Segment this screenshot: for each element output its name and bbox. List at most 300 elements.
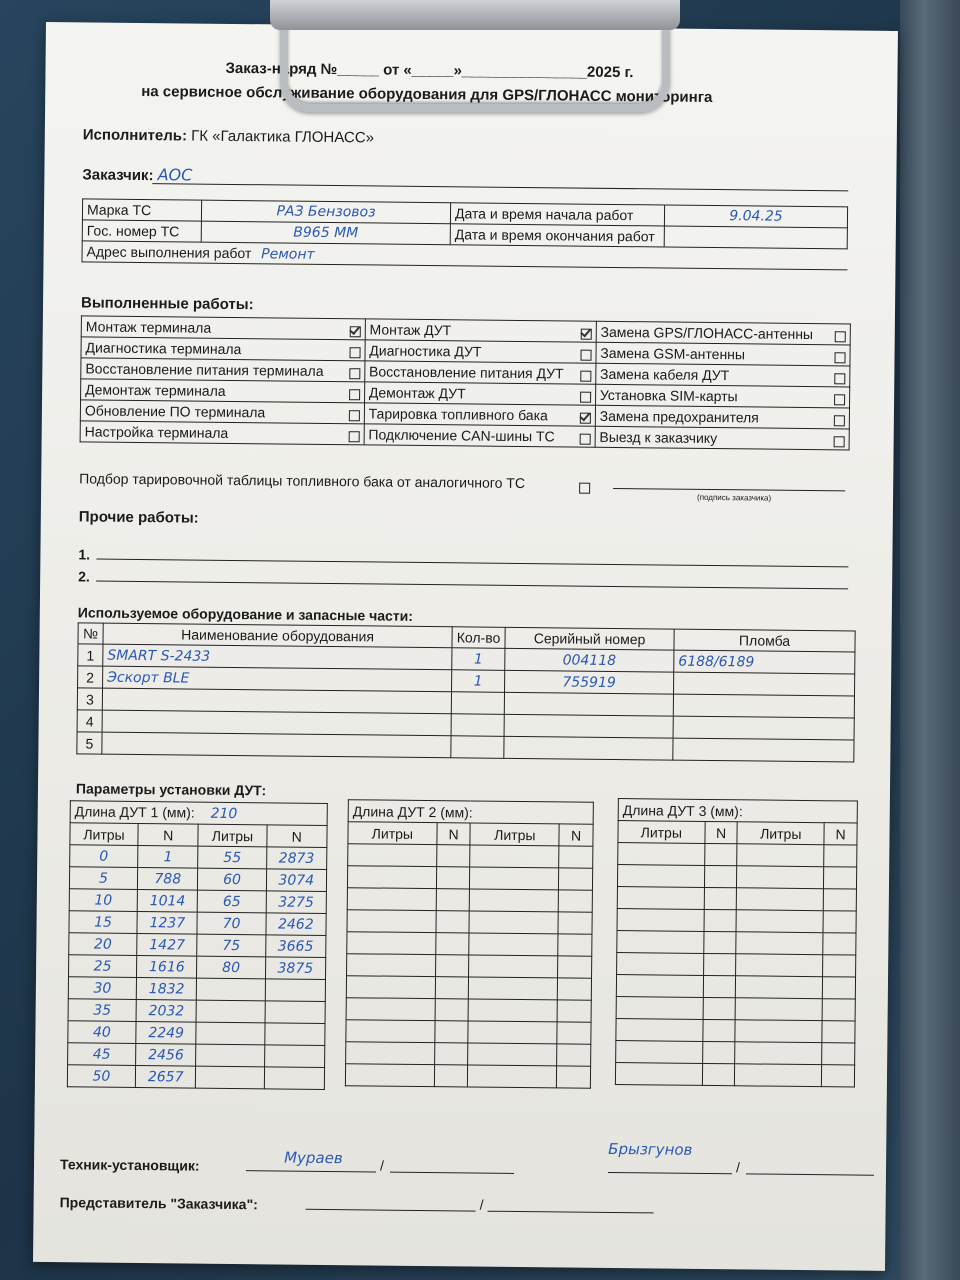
work-item xyxy=(364,361,595,384)
dut2-row xyxy=(345,1064,590,1089)
dut2-cell xyxy=(558,890,592,912)
dut1-liters-1: 0 xyxy=(70,845,138,868)
work-item xyxy=(365,319,596,342)
dut1-row xyxy=(69,933,326,958)
dut3-row xyxy=(617,909,856,934)
dut3-cell xyxy=(617,909,704,932)
work-item-checkbox[interactable] xyxy=(580,329,591,340)
dut1-liters-1: 15 xyxy=(69,911,137,934)
dut2-length-cell xyxy=(348,800,593,825)
technician-signature-2: Брызгунов xyxy=(608,1139,693,1159)
dut3-cell xyxy=(736,998,823,1021)
dut3-length-label: Длина ДУТ 3 (мм): xyxy=(622,801,743,819)
dut1-row xyxy=(70,845,327,870)
dut2-header-liters-1: Литры xyxy=(348,822,437,845)
dut3-row xyxy=(618,843,857,868)
work-item-checkbox[interactable] xyxy=(349,347,360,358)
dut1-n-1: 788 xyxy=(137,868,198,891)
dut2-table-body xyxy=(345,800,593,1089)
dut3-cell xyxy=(823,933,856,955)
dut2-header-liters-2: Литры xyxy=(470,823,559,846)
customer-underline xyxy=(152,183,848,191)
dut2-row xyxy=(347,954,592,979)
start-label: Дата и время начала работ xyxy=(450,203,664,226)
work-item-label: Замена кабеля ДУТ xyxy=(600,365,730,384)
address-value: Ремонт xyxy=(261,245,315,263)
dut2-cell xyxy=(558,934,592,956)
dut3-header-row xyxy=(618,821,857,846)
work-item-label: Установка SIM-карты xyxy=(599,386,738,405)
dut3-cell xyxy=(821,1065,854,1087)
technician-name-line-1 xyxy=(390,1172,514,1174)
dut2-row xyxy=(346,1020,591,1045)
dut1-header-n-1: N xyxy=(138,824,199,847)
dut1-row xyxy=(69,955,326,980)
dut2-row xyxy=(347,888,592,913)
dut1-n-2 xyxy=(265,979,326,1002)
equipment-header-seal: Пломба xyxy=(674,629,855,652)
technician-label: Техник-установщик: xyxy=(59,1156,200,1174)
equipment-seal xyxy=(673,694,854,718)
dut3-cell xyxy=(736,932,823,955)
start-value: 9.04.25 xyxy=(664,205,847,228)
customer-row xyxy=(82,164,192,184)
dut3-cell xyxy=(617,887,704,910)
dut2-cell xyxy=(435,955,469,977)
dut3-cell xyxy=(822,999,855,1021)
dut3-cell xyxy=(616,975,703,998)
equipment-serial: 755919 xyxy=(505,670,674,694)
work-item-checkbox[interactable] xyxy=(348,431,359,442)
dut2-cell xyxy=(470,845,559,868)
representative-sign-line xyxy=(306,1209,476,1212)
works-table xyxy=(80,315,851,450)
dut2-cell xyxy=(468,1043,557,1066)
work-item-checkbox[interactable] xyxy=(580,350,591,361)
equipment-number: 3 xyxy=(77,688,102,710)
dut2-cell xyxy=(468,1065,557,1088)
other-item-1-number: 1. xyxy=(78,546,91,563)
dut3-cell xyxy=(617,865,704,888)
dut3-cell xyxy=(822,1021,855,1043)
plate-label: Гос. номер ТС xyxy=(82,220,201,242)
dut1-liters-2 xyxy=(197,978,265,1001)
dut1-n-2: 3875 xyxy=(265,957,326,980)
dut2-row xyxy=(346,998,591,1023)
dut1-n-1: 1427 xyxy=(137,934,198,957)
dut3-length-cell xyxy=(618,799,857,824)
dut3-cell xyxy=(617,953,704,976)
work-item-checkbox[interactable] xyxy=(349,410,360,421)
dut3-table-body xyxy=(615,799,857,1087)
work-item-label: Демонтаж ДУТ xyxy=(368,384,466,402)
end-label: Дата и время окончания работ xyxy=(450,224,664,247)
dut2-cell xyxy=(436,867,470,889)
dut3-cell xyxy=(616,997,703,1020)
other-item-2-line xyxy=(96,581,848,590)
dut2-cell xyxy=(347,910,436,933)
dut2-cell xyxy=(347,888,436,911)
dut3-cell xyxy=(703,997,736,1019)
work-item xyxy=(364,424,595,447)
work-item-label: Диагностика ДУТ xyxy=(369,342,482,360)
dut3-cell xyxy=(737,888,824,911)
dut1-header-liters-1: Литры xyxy=(70,823,138,846)
dut1-n-1: 2657 xyxy=(135,1065,196,1088)
dut1-n-1: 2249 xyxy=(136,1021,197,1044)
other-item-2-number: 2. xyxy=(78,568,90,585)
work-item-checkbox[interactable] xyxy=(834,373,845,384)
representative-slash: / xyxy=(479,1196,484,1213)
other-item-1-line xyxy=(96,559,848,568)
dut3-cell xyxy=(618,843,705,866)
dut1-n-2 xyxy=(264,1045,325,1068)
work-item xyxy=(81,316,365,340)
technician-signature-1: Мураев xyxy=(284,1148,343,1168)
dut2-cell xyxy=(469,999,558,1022)
dut3-cell xyxy=(703,953,736,975)
dut1-liters-2 xyxy=(196,1044,264,1067)
technician-slash-1: / xyxy=(379,1157,385,1174)
dut1-row xyxy=(68,999,325,1024)
vehicle-table xyxy=(81,198,848,270)
signature-caption: (подпись заказчика) xyxy=(697,492,772,503)
dut2-cell xyxy=(557,1044,591,1066)
work-item-label: Замена GPS/ГЛОНАСС-антенны xyxy=(600,323,814,343)
dut1-length-label: Длина ДУТ 1 (мм): xyxy=(74,803,195,821)
dut2-cell xyxy=(347,866,436,889)
equipment-header-serial: Серийный номер xyxy=(505,627,674,650)
dut2-cell xyxy=(557,1066,591,1088)
dut3-cell xyxy=(735,1020,822,1043)
dut3-cell xyxy=(735,1042,822,1065)
dut1-n-2 xyxy=(264,1023,325,1046)
dut1-n-1: 2456 xyxy=(136,1043,197,1066)
dut1-liters-2 xyxy=(197,1000,265,1023)
equipment-table xyxy=(76,622,855,762)
dut2-cell xyxy=(557,1000,591,1022)
work-item-checkbox[interactable] xyxy=(579,434,590,445)
dut2-cell xyxy=(436,889,470,911)
work-item-checkbox[interactable] xyxy=(834,436,845,447)
work-item-label: Монтаж терминала xyxy=(85,318,212,336)
dut2-cell xyxy=(435,1021,469,1043)
dut3-cell xyxy=(823,955,856,977)
work-item xyxy=(596,321,850,345)
end-value xyxy=(664,226,847,249)
dut1-liters-1: 10 xyxy=(69,889,137,912)
dut3-cell xyxy=(616,1041,703,1064)
dut3-cell xyxy=(737,844,824,867)
work-item-checkbox[interactable] xyxy=(834,415,845,426)
equipment-qty: 1 xyxy=(452,670,505,693)
work-order-sheet xyxy=(33,22,898,1271)
work-item-label: Выезд к заказчику xyxy=(599,428,718,447)
dut3-header-liters-1: Литры xyxy=(618,821,705,844)
equipment-qty xyxy=(451,692,504,715)
dut1-row xyxy=(69,911,326,936)
dut2-cell xyxy=(469,911,558,934)
works-title: Выполненные работы: xyxy=(80,294,254,314)
dut1-liters-1: 30 xyxy=(68,977,136,1000)
work-item-checkbox[interactable] xyxy=(834,352,845,363)
dut3-cell xyxy=(702,1063,735,1085)
work-item-checkbox[interactable] xyxy=(580,371,591,382)
dut2-cell xyxy=(468,1021,557,1044)
dut2-cell xyxy=(346,998,435,1021)
dut3-row xyxy=(616,975,855,1000)
dut1-liters-2 xyxy=(196,1066,264,1089)
equipment-header-qty: Кол-во xyxy=(452,627,505,649)
dut3-cell xyxy=(615,1063,702,1086)
work-item-checkbox[interactable] xyxy=(580,413,591,424)
dut3-row xyxy=(616,1041,855,1066)
dut2-cell xyxy=(557,1022,591,1044)
work-item-checkbox[interactable] xyxy=(835,331,846,342)
dut2-cell xyxy=(347,954,436,977)
work-item xyxy=(364,382,595,405)
dut1-block xyxy=(67,800,328,1090)
dut-params-title: Параметры установки ДУТ: xyxy=(75,780,267,799)
dut3-cell xyxy=(704,843,737,865)
equipment-title: Используемое оборудование и запасные части: xyxy=(77,604,414,624)
work-item-label: Диагностика терминала xyxy=(85,339,242,358)
work-item-checkbox[interactable] xyxy=(834,394,845,405)
dut1-n-1: 1616 xyxy=(137,956,198,979)
dut2-table xyxy=(345,799,594,1089)
dut2-cell xyxy=(348,844,437,867)
dut3-cell xyxy=(736,976,823,999)
clipboard-clip-base xyxy=(270,0,680,30)
dut1-n-1: 1014 xyxy=(137,890,198,913)
dut3-header-n-2: N xyxy=(824,823,857,845)
dut2-cell xyxy=(436,911,470,933)
equipment-seal xyxy=(673,672,854,696)
dut3-cell xyxy=(702,1041,735,1063)
dut3-cell xyxy=(736,954,823,977)
calibration-note: Подбор тарировочной таблицы топливного бака от аналогичного ТС xyxy=(79,470,526,492)
work-item xyxy=(80,421,364,445)
dut1-n-2 xyxy=(265,1001,326,1024)
representative-label: Представитель "Заказчика": xyxy=(59,1194,258,1213)
work-item-label: Замена предохранителя xyxy=(599,407,759,426)
address-label: Адрес выполнения работ xyxy=(86,242,252,261)
dut2-row xyxy=(346,976,591,1001)
work-item xyxy=(596,363,850,387)
dut1-liters-2: 55 xyxy=(198,846,266,869)
dut3-row xyxy=(617,931,856,956)
calibration-checkbox[interactable] xyxy=(579,483,590,494)
dut1-liters-2 xyxy=(196,1022,264,1045)
brand-value: РАЗ Бензовоз xyxy=(201,200,450,224)
equipment-header-name: Наименование оборудования xyxy=(103,623,452,648)
work-item-label: Демонтаж терминала xyxy=(85,381,226,399)
dut2-header-n-1: N xyxy=(437,823,471,845)
dut3-cell xyxy=(704,865,737,887)
equipment-name xyxy=(102,732,451,758)
dut3-header-liters-2: Литры xyxy=(737,822,824,845)
dut3-cell xyxy=(822,977,855,999)
dut3-cell xyxy=(703,931,736,953)
dut1-liters-1: 20 xyxy=(69,933,137,956)
dut1-n-1: 1 xyxy=(138,846,199,869)
equipment-qty xyxy=(451,736,504,759)
dut1-liters-2: 75 xyxy=(197,934,265,957)
brand-label: Марка ТС xyxy=(82,199,201,221)
dut2-cell xyxy=(346,976,435,999)
dut1-liters-1: 50 xyxy=(67,1065,135,1088)
dut3-table xyxy=(615,798,858,1087)
work-item-label: Настройка терминала xyxy=(84,423,229,441)
dut1-n-2: 3074 xyxy=(266,869,327,892)
equipment-qty: 1 xyxy=(452,648,505,671)
dut3-cell xyxy=(703,975,736,997)
dut1-table-body xyxy=(67,801,327,1090)
other-works-title: Прочие работы: xyxy=(78,508,199,527)
dut3-row xyxy=(616,997,855,1022)
work-item-label: Тарировка топливного бака xyxy=(368,405,548,424)
dut1-header-n-2: N xyxy=(266,825,327,848)
equipment-number: 4 xyxy=(77,710,102,732)
dut3-row xyxy=(617,953,856,978)
executor-label: Исполнитель: xyxy=(82,126,188,145)
equipment-number: 2 xyxy=(78,666,103,688)
table-surface xyxy=(900,0,960,1280)
dut3-cell xyxy=(704,909,737,931)
dut1-length-cell xyxy=(70,801,327,826)
dut1-row xyxy=(69,867,326,892)
dut2-cell xyxy=(434,1043,468,1065)
order-title: Заказ-наряд №_____ от «_____»_______________2025 г. xyxy=(225,59,634,82)
dut3-cell xyxy=(737,866,824,889)
dut2-cell xyxy=(469,933,558,956)
dut2-row xyxy=(347,866,592,891)
equipment-number: 5 xyxy=(77,732,102,754)
work-item-checkbox[interactable] xyxy=(349,389,360,400)
dut3-cell xyxy=(824,845,857,867)
dut1-row xyxy=(69,889,326,914)
dut2-cell xyxy=(434,1065,468,1087)
work-item-checkbox[interactable] xyxy=(349,326,360,337)
dut2-header-n-2: N xyxy=(559,824,593,846)
dut2-header-row xyxy=(348,822,593,847)
equipment-serial xyxy=(504,736,673,760)
dut1-table xyxy=(67,800,328,1090)
dut3-row xyxy=(615,1063,854,1088)
technician-slash-2: / xyxy=(735,1159,741,1176)
dut1-liters-2: 70 xyxy=(197,912,265,935)
work-item xyxy=(81,337,365,361)
dut2-cell xyxy=(347,932,436,955)
dut3-row xyxy=(617,865,856,890)
executor-value: ГК «Галактика ГЛОНАСС» xyxy=(191,127,375,147)
executor-row xyxy=(83,126,374,146)
equipment-seal xyxy=(673,738,854,762)
work-item xyxy=(365,340,596,363)
work-item-label: Подключение CAN-шины ТС xyxy=(368,426,555,445)
dut2-cell xyxy=(435,933,469,955)
dut1-header-liters-2: Литры xyxy=(198,824,266,847)
dut2-length-label: Длина ДУТ 2 (мм): xyxy=(352,802,473,821)
work-item-checkbox[interactable] xyxy=(349,368,360,379)
dut3-cell xyxy=(702,1019,735,1041)
equipment-number: 1 xyxy=(78,644,103,666)
work-item-label: Восстановление питания ДУТ xyxy=(369,363,564,382)
dut2-cell xyxy=(435,999,469,1021)
technician-sign-line-1 xyxy=(246,1170,376,1172)
technician-name-line-2 xyxy=(746,1173,874,1175)
dut1-liters-1: 25 xyxy=(69,955,137,978)
dut2-cell xyxy=(559,868,593,890)
dut3-row xyxy=(616,1019,855,1044)
dut2-cell xyxy=(469,977,558,1000)
dut3-row xyxy=(617,887,856,912)
dut2-cell xyxy=(469,955,558,978)
equipment-name: Эскорт BLE xyxy=(103,666,452,692)
equipment-seal: 6188/6189 xyxy=(674,650,855,674)
dut1-header-row xyxy=(70,823,327,848)
dut1-liters-1: 35 xyxy=(68,999,136,1022)
dut3-cell xyxy=(735,1064,822,1087)
equipment-seal xyxy=(673,716,854,740)
dut1-liters-1: 45 xyxy=(68,1043,136,1066)
dut2-cell xyxy=(470,867,559,890)
dut2-cell xyxy=(470,889,559,912)
customer-value: АОС xyxy=(157,165,193,185)
plate-value: В965 ММ xyxy=(201,221,450,245)
dut2-cell xyxy=(436,845,470,867)
dut2-cell xyxy=(558,978,592,1000)
work-item xyxy=(81,358,365,382)
dut1-n-1: 2032 xyxy=(136,999,197,1022)
dut3-cell xyxy=(616,1019,703,1042)
dut3-block xyxy=(615,798,858,1087)
dut2-cell xyxy=(559,846,593,868)
dut3-header-n-1: N xyxy=(704,821,737,843)
customer-signature-line xyxy=(613,488,845,491)
dut1-liters-2: 65 xyxy=(198,890,266,913)
work-item-label: Монтаж ДУТ xyxy=(369,321,452,339)
dut1-row xyxy=(68,1043,325,1068)
work-item xyxy=(595,384,849,408)
dut3-cell xyxy=(823,911,856,933)
dut1-liters-2: 80 xyxy=(197,956,265,979)
dut2-cell xyxy=(346,1020,435,1043)
dut2-cell xyxy=(558,912,592,934)
equipment-qty xyxy=(451,714,504,737)
dut1-length-value: 210 xyxy=(210,805,238,823)
dut3-cell xyxy=(822,1043,855,1065)
dut1-n-2: 3665 xyxy=(265,935,326,958)
work-item-checkbox[interactable] xyxy=(580,392,591,403)
equipment-name: SMART S-2433 xyxy=(103,644,452,670)
dut3-cell xyxy=(617,931,704,954)
work-item-label: Обновление ПО терминала xyxy=(84,402,266,421)
dut2-row xyxy=(347,932,592,957)
equipment-header-number: № xyxy=(78,623,103,644)
work-item xyxy=(364,403,595,426)
technician-sign-line-2 xyxy=(608,1172,732,1174)
dut1-n-2: 3275 xyxy=(266,891,327,914)
dut1-liters-1: 40 xyxy=(68,1021,136,1044)
dut1-row xyxy=(68,1021,325,1046)
dut1-n-1: 1832 xyxy=(136,978,197,1001)
dut3-cell xyxy=(704,887,737,909)
dut1-n-1: 1237 xyxy=(137,912,198,935)
work-item xyxy=(595,405,849,429)
customer-label: Заказчик: xyxy=(82,166,154,185)
dut2-cell xyxy=(435,977,469,999)
